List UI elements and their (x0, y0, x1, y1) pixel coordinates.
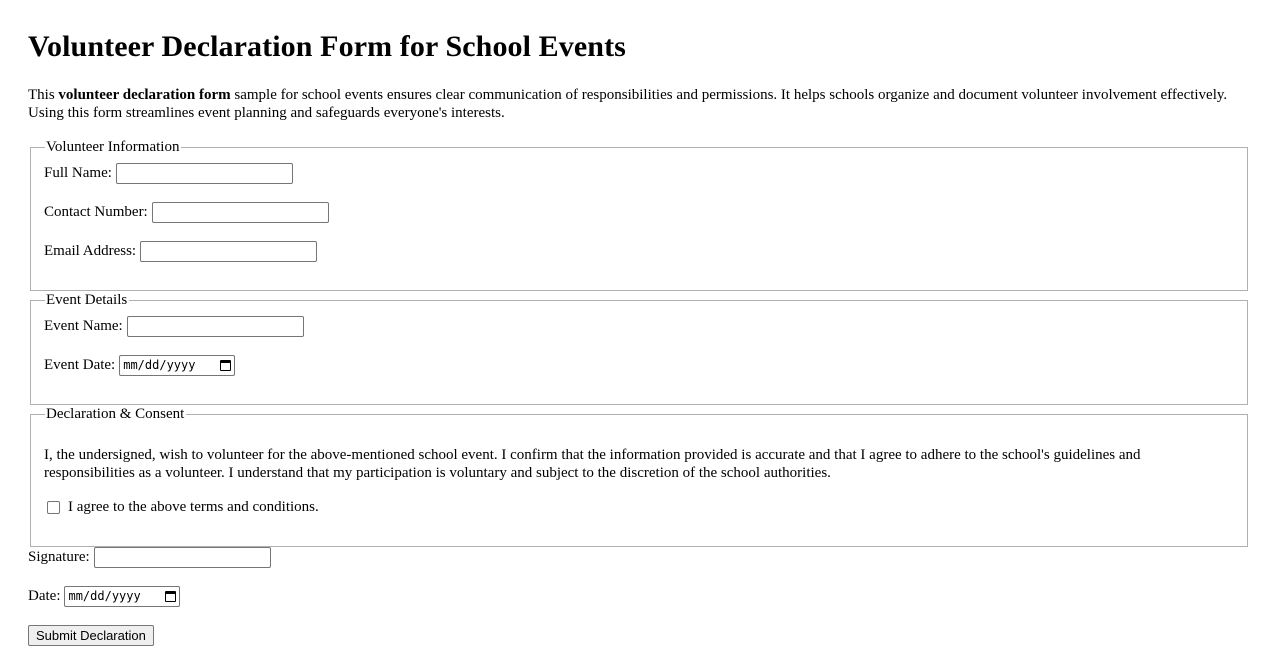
declaration-fieldset (30, 406, 1248, 547)
contact-number-label: Contact Number: (44, 203, 148, 220)
signature-label: Signature: (28, 548, 90, 565)
contact-number-input[interactable] (152, 202, 329, 223)
event-date-placeholder: mm/dd/yyyy (123, 358, 196, 372)
event-details-legend: Event Details (46, 292, 128, 308)
email-row (44, 240, 317, 262)
intro-bold: volunteer declaration form (58, 87, 231, 103)
agree-checkbox[interactable] (47, 501, 60, 514)
full-name-row (44, 162, 293, 184)
volunteer-info-fieldset (30, 139, 1248, 291)
submit-button[interactable]: Submit Declaration (28, 625, 154, 646)
declaration-legend: Declaration & Consent (46, 406, 185, 422)
event-name-input[interactable] (127, 316, 304, 337)
page-title: Volunteer Declaration Form for School Events (28, 30, 626, 63)
agree-row (47, 499, 319, 516)
intro-paragraph (28, 86, 1248, 122)
event-name-label: Event Name: (44, 317, 123, 334)
full-name-input[interactable] (116, 163, 293, 184)
contact-number-row (44, 201, 329, 223)
agree-label: I agree to the above terms and conditions. (68, 499, 319, 515)
signature-row (28, 546, 271, 568)
date-input[interactable] (64, 586, 180, 607)
calendar-icon[interactable] (165, 591, 176, 602)
full-name-label: Full Name: (44, 164, 112, 181)
event-details-fieldset (30, 292, 1248, 405)
volunteer-info-legend: Volunteer Information (46, 139, 180, 155)
date-row (28, 585, 180, 607)
event-date-label: Event Date: (44, 356, 116, 373)
signature-input[interactable] (94, 547, 271, 568)
date-placeholder: mm/dd/yyyy (68, 589, 141, 603)
date-label: Date: (28, 587, 61, 604)
event-name-row (44, 315, 304, 337)
email-input[interactable] (140, 241, 317, 262)
calendar-icon[interactable] (220, 360, 231, 371)
declaration-text: I, the undersigned, wish to volunteer for the above-mentioned school event. I confirm that the information provided is accurate and that I agree to adhere to the school's guidelines and responsibilities as a volunteer. I understand that my participation is voluntary and subject to the discretion of the school authorities. (44, 447, 1141, 481)
event-date-row (44, 354, 235, 376)
intro-suffix: sample for school events ensures clear communication of responsibilities and permissions. It helps schools organize and document volunteer involvement effectively. Using this form streamlines event planning and safeguards everyone's interests. (28, 87, 1228, 121)
intro-prefix: This (28, 87, 59, 103)
event-date-input[interactable] (119, 355, 235, 376)
email-label: Email Address: (44, 242, 137, 259)
